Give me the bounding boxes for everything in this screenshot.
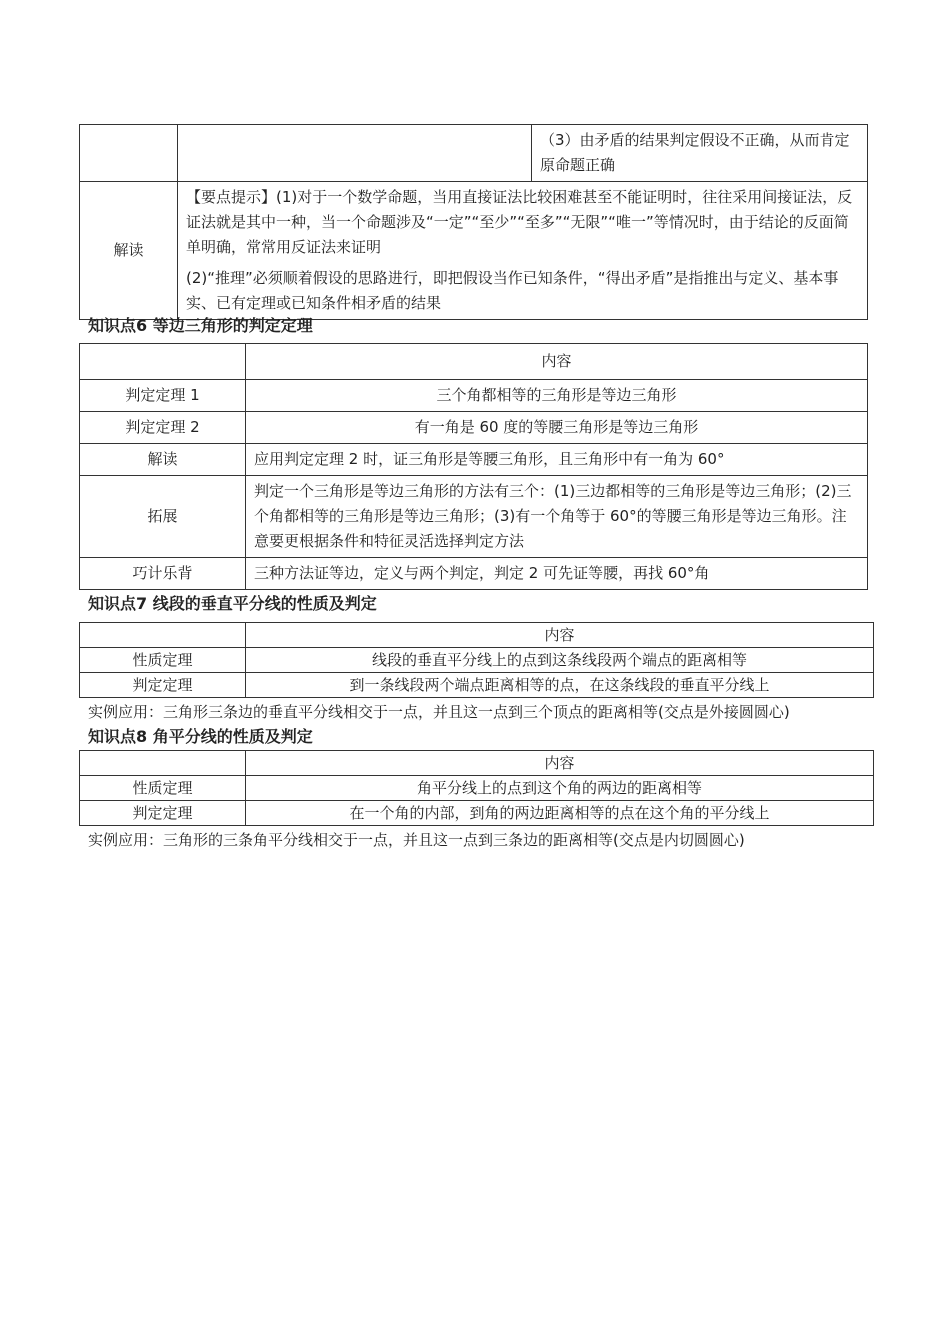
table-row <box>80 776 874 801</box>
table-row <box>80 412 868 444</box>
table-proof-by-contradiction <box>79 124 868 320</box>
table-row <box>80 444 868 476</box>
table-row <box>80 673 874 698</box>
table-row <box>80 476 868 558</box>
column-header: 内容 <box>246 623 874 648</box>
row-label: 解读 <box>80 182 178 320</box>
row-label: 判定定理 1 <box>80 380 246 412</box>
table-row <box>80 558 868 590</box>
example-note: 实例应用：三角形的三条角平分线相交于一点，并且这一点到三条边的距离相等(交点是内切圆圆心) <box>88 831 745 849</box>
row-label: 拓展 <box>80 476 246 558</box>
section-heading: 知识点7 线段的垂直平分线的性质及判定 <box>88 594 377 613</box>
row-label: 性质定理 <box>80 648 246 673</box>
table-cell: （3）由矛盾的结果判定假设不正确，从而肯定原命题正确 <box>532 125 868 182</box>
table-angle-bisector <box>79 750 874 826</box>
table-cell <box>178 182 868 320</box>
table-cell: 线段的垂直平分线上的点到这条线段两个端点的距离相等 <box>246 648 874 673</box>
row-label: 性质定理 <box>80 776 246 801</box>
row-label: 解读 <box>80 444 246 476</box>
table-cell: 有一角是 60 度的等腰三角形是等边三角形 <box>246 412 868 444</box>
table-header-row <box>80 751 874 776</box>
example-note: 实例应用：三角形三条边的垂直平分线相交于一点，并且这一点到三个顶点的距离相等(交点是外接圆圆心) <box>88 703 790 721</box>
table-row <box>80 182 868 320</box>
table-row <box>80 125 868 182</box>
section-heading: 知识点6 等边三角形的判定定理 <box>88 316 313 335</box>
table-cell <box>178 125 532 182</box>
row-label: 巧计乐背 <box>80 558 246 590</box>
row-label: 判定定理 2 <box>80 412 246 444</box>
column-header: 内容 <box>246 344 868 380</box>
table-row <box>80 648 874 673</box>
table-cell <box>80 344 246 380</box>
table-cell: 三种方法证等边，定义与两个判定，判定 2 可先证等腰，再找 60°角 <box>246 558 868 590</box>
paragraph: 【要点提示】(1)对于一个数学命题，当用直接证法比较困难甚至不能证明时，往往采用间接证法，反证法就是其中一种，当一个命题涉及“一定”“至少”“至多”“无限”“唯一”等情况时，由于结论的反面简单明确，常常用反证法来证明 <box>186 188 853 256</box>
table-header-row <box>80 623 874 648</box>
section-heading: 知识点8 角平分线的性质及判定 <box>88 727 313 746</box>
table-cell: 到一条线段两个端点距离相等的点，在这条线段的垂直平分线上 <box>246 673 874 698</box>
table-header-row <box>80 344 868 380</box>
table-row <box>80 380 868 412</box>
table-cell: 在一个角的内部，到角的两边距离相等的点在这个角的平分线上 <box>246 801 874 826</box>
row-label: 判定定理 <box>80 801 246 826</box>
table-cell: 判定一个三角形是等边三角形的方法有三个：(1)三边都相等的三角形是等边三角形；(2)三个角都相等的三角形是等边三角形；(3)有一个角等于 60°的等腰三角形是等边三角形。注意要更根据条件和特征灵活选择判定方法 <box>246 476 868 558</box>
table-equilateral <box>79 343 868 590</box>
table-cell: 三个角都相等的三角形是等边三角形 <box>246 380 868 412</box>
table-cell: 应用判定定理 2 时，证三角形是等腰三角形，且三角形中有一角为 60° <box>246 444 868 476</box>
table-cell: 角平分线上的点到这个角的两边的距离相等 <box>246 776 874 801</box>
table-row <box>80 801 874 826</box>
row-label: 判定定理 <box>80 673 246 698</box>
table-cell <box>80 125 178 182</box>
table-perpendicular-bisector <box>79 622 874 698</box>
paragraph: (2)“推理”必须顺着假设的思路进行，即把假设当作已知条件，“得出矛盾”是指推出与定义、基本事实、已有定理或已知条件相矛盾的结果 <box>186 269 839 312</box>
table-cell <box>80 623 246 648</box>
table-cell <box>80 751 246 776</box>
column-header: 内容 <box>246 751 874 776</box>
